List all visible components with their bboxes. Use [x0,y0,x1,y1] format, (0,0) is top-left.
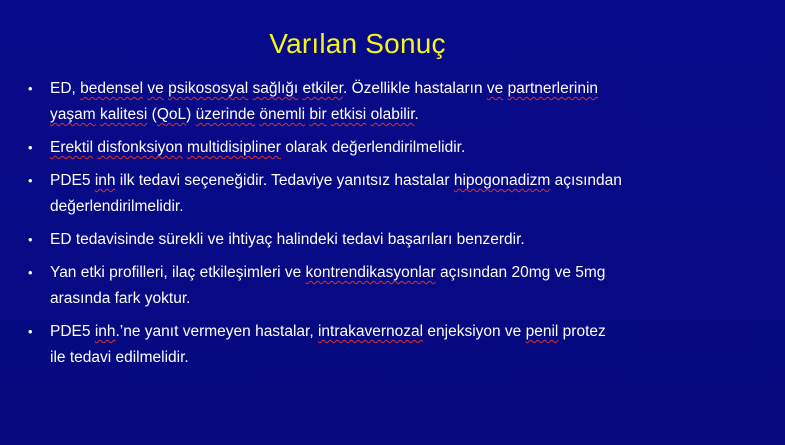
text-run: açısından 20mg ve 5mg [435,264,606,281]
spellcheck-flagged-word: ve [486,80,504,97]
bullet-line [50,319,706,345]
text-run: . Özellikle hastaların [343,80,487,97]
bullet-marker: • [28,173,33,188]
spellcheck-flagged-word: kontrendikasyonlar [305,264,436,281]
spellcheck-flagged-word: önemli [259,106,306,123]
spellcheck-flagged-word: multidisipliner [187,139,281,156]
text-run: Yan etki profilleri, ilaç etkileşimleri ve [50,264,306,281]
spellcheck-flagged-word: partnerlerinin [507,80,599,97]
bullet-line [50,286,706,312]
text-run: PDE5 [50,323,95,340]
bullet-marker: • [28,265,33,280]
bullet-marker: • [28,324,33,339]
spellcheck-flagged-word: yaşam [50,106,96,123]
text-run: ( [147,106,157,123]
text-run: ED, [50,80,81,97]
spellcheck-flagged-word: disfonksiyon [97,139,183,156]
bullet-line [50,227,706,253]
text-run: . [414,106,419,123]
spellcheck-flagged-word: intrakavernozal [317,323,424,340]
bullet-item [26,168,706,220]
text-run: ) [186,106,196,123]
bullet-item [26,319,706,371]
text-run: ile tedavi edilmelidir. [50,349,189,366]
spellcheck-flagged-word: olabilir [370,106,415,123]
spellcheck-flagged-word: sağlığı [252,80,299,97]
bullet-line [50,135,706,161]
slide-title: Varılan Sonuç [269,28,446,59]
spellcheck-flagged-word: ve [147,80,164,97]
spellcheck-flagged-word: etkisi [330,106,367,123]
bullet-list [26,76,706,378]
text-run: ED tedavisinde sürekli ve ihtiyaç halindeki tedavi başarıları benzerdir. [50,231,525,248]
spellcheck-flagged-word: inh [94,172,116,189]
bullet-marker: • [28,81,33,96]
bullet-marker: • [28,232,33,247]
text-run: enjeksiyon ve [423,323,526,340]
text-run: .’ne yanıt vermeyen hastalar, [115,323,318,340]
spellcheck-flagged-word: inh [94,323,116,340]
text-run: değerlendirilmelidir. [50,198,184,215]
spellcheck-flagged-word: bedensel [80,80,144,97]
spellcheck-flagged-word: QoL [156,106,187,123]
spellcheck-flagged-word: etkiler [302,80,343,97]
bullet-item [26,260,706,312]
text-run: olarak değerlendirilmelidir. [280,139,466,156]
spellcheck-flagged-word: penil [525,323,559,340]
spellcheck-flagged-word: üzerinde [195,106,256,123]
text-run: protez [558,323,606,340]
text-run: açısından [550,172,622,189]
text-run: arasında fark yoktur. [50,290,191,307]
spellcheck-flagged-word: kalitesi [99,106,148,123]
bullet-line [50,102,706,128]
bullet-item [26,135,706,161]
spellcheck-flagged-word: psikososyal [168,80,249,97]
bullet-line [50,345,706,371]
bullet-line [50,194,706,220]
text-run: PDE5 [50,172,95,189]
spellcheck-flagged-word: bir [309,106,327,123]
bullet-marker: • [28,140,33,155]
bullet-line [50,260,706,286]
bullet-line [50,168,706,194]
spellcheck-flagged-word: hipogonadizm [453,172,551,189]
bullet-item [26,227,706,253]
bullet-item [26,76,706,128]
bullet-line [50,76,706,102]
text-run: ilk tedavi seçeneğidir. Tedaviye yanıtsız hastalar [115,172,454,189]
spellcheck-flagged-word: Erektil [50,139,94,156]
